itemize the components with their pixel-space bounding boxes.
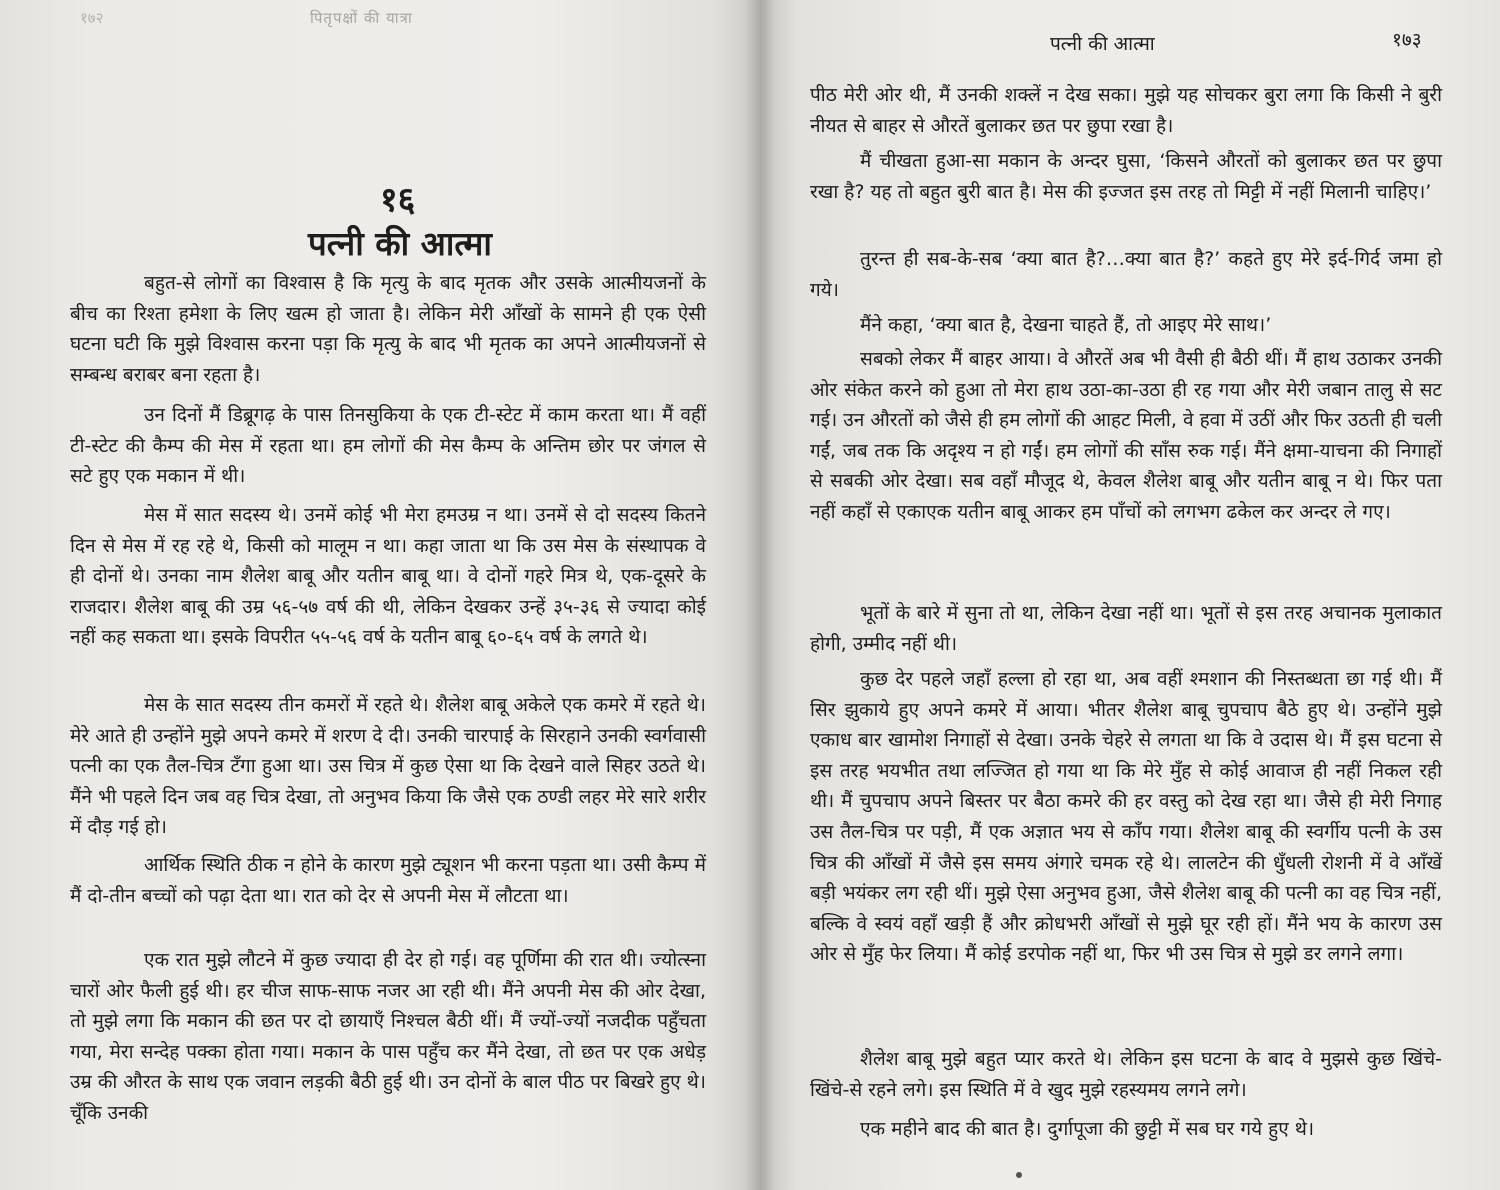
right-paragraph: तुरन्त ही सब-के-सब ‘क्या बात है?…क्या बात है?’ कहते हुए मेरे इर्द-गिर्द जमा हो गये।	[810, 248, 1442, 301]
right-page	[760, 0, 1500, 1190]
right-paragraph: मैं चीखता हुआ-सा मकान के अन्दर घुसा, ‘किसने औरतों को बुलाकर छत पर छुपा रखा है? यह तो बहुत बुरी बात है। मेस की इज्जत इस तरह तो मिट्टी में नहीं मिलानी चाहिए।’	[810, 150, 1442, 203]
page-footer-mark	[1016, 1172, 1022, 1178]
right-paragraph: मैंने कहा, ‘क्या बात है, देखना चाहते हैं, तो आइए मेरे साथ।’	[860, 314, 1272, 336]
left-paragraph: उन दिनों मैं डिब्रूगढ़ के पास तिनसुकिया के एक टी-स्टेट में काम करता था। मैं वहीं टी-स्टेट की कैम्प की मेस में रहता था। हम लोगों की मेस कैम्प के अन्तिम छोर पर जंगल से सटे हुए एक मकान में थी।	[70, 404, 706, 488]
left-paragraph: एक रात मुझे लौटने में कुछ ज्यादा ही देर हो गई। वह पूर्णिमा की रात थी। ज्योत्स्ना चारों ओर फैली हुई थी। हर चीज साफ-साफ नजर आ रही थी। मैंने अपनी मेस की ओर देखा, तो मुझे लगा कि मकान की छत पर दो छायाएँ निश्चल बैठी थीं। मैं ज्यों-ज्यों नजदीक पहुँचता गया, मेरा सन्देह पक्का होता गया। मकान के पास पहुँच कर मैंने देखा, तो छत पर एक अधेड़ उम्र की औरत के साथ एक जवान लड़की बैठी हुई थी। उन दोनों के बाल पीठ पर बिखरे हुए थे। चूँकि उनकी	[70, 949, 706, 1124]
left-paragraph: आर्थिक स्थिति ठीक न होने के कारण मुझे ट्यूशन भी करना पड़ता था। उसी कैम्प में मैं दो-तीन बच्चों को पढ़ा देता था। रात को देर से अपनी मेस में लौटता था।	[70, 854, 706, 907]
left-running-head: पितृपक्षों की यात्रा	[310, 9, 413, 27]
right-paragraph: एक महीने बाद की बात है। दुर्गापूजा की छुट्टी में सब घर गये हुए थे।	[860, 1118, 1315, 1140]
right-paragraph: कुछ देर पहले जहाँ हल्ला हो रहा था, अब वहीं श्मशान की निस्तब्धता छा गई थी। मैं सिर झुकाये हुए अपने कमरे में आया। भीतर शैलेश बाबू चुपचाप बैठे हुए थे। उन्होंने मुझे एकाध बार खामोश निगाहों से देखा। उनके चेहरे से लगता था कि वे उदास थे। मैं इस घटना से इस तरह भयभीत तथा लज्जित हो गया था कि मेरे मुँह से कोई आवाज ही नहीं निकल रही थी। मैं चुपचाप अपने बिस्तर पर बैठा कमरे की हर वस्तु को देख रहा था। जैसे ही मेरी निगाह उस तैल-चित्र पर पड़ी, मैं एक अज्ञात भय से काँप गया। शैलेश बाबू की स्वर्गीय पत्नी के उस चित्र की आँखों में जैसे इस समय अंगारे चमक रहे थे। लालटेन की धुँधली रोशनी में वे आँखें बड़ी भयंकर लग रही थीं। मुझे ऐसा अनुभव हुआ, जैसे शैलेश बाबू की पत्नी का वह चित्र नहीं, बल्कि वे स्वयं वहाँ खड़ी हैं और क्रोधभरी आँखों से मुझे घूर रही हों। मैंने भय के कारण उस ओर से मुँह फेर लिया। मैं कोई डरपोक नहीं था, फिर भी उस चित्र से मुझे डर लगने लगा।	[810, 668, 1442, 966]
right-paragraph: भूतों के बारे में सुना तो था, लेकिन देखा नहीं था। भूतों से इस तरह अचानक मुलाकात होगी, उम्मीद नहीं थी।	[810, 602, 1442, 655]
right-page-number: १७३	[1392, 29, 1422, 51]
left-paragraph: मेस के सात सदस्य तीन कमरों में रहते थे। शैलेश बाबू अकेले एक कमरे में रहते थे। मेरे आते ही उन्होंने मुझे अपने कमरे में शरण दे दी। उनकी चारपाई के सिरहाने उनकी स्वर्गवासी पत्नी का एक तैल-चित्र टँगा हुआ था। उस चित्र में कुछ ऐसा था कि देखने वाले सिहर उठते थे। मैंने भी पहले दिन जब वह चित्र देखा, तो अनुभव किया कि जैसे एक ठण्डी लहर मेरे सारे शरीर में दौड़ गई हो।	[70, 694, 706, 839]
right-paragraph: शैलेश बाबू मुझे बहुत प्यार करते थे। लेकिन इस घटना के बाद वे मुझसे कुछ खिंचे-खिंचे-से रहने लगे। इस स्थिति में वे खुद मुझे रहस्यमय लगने लगे।	[810, 1048, 1442, 1101]
right-paragraph: सबको लेकर मैं बाहर आया। वे औरतें अब भी वैसी ही बैठी थीं। मैं हाथ उठाकर उनकी ओर संकेत करने को हुआ तो मेरा हाथ उठा-का-उठा ही रह गया और मेरी जबान तालु से सट गई। उन औरतों को जैसे ही हम लोगों की आहट मिली, वे हवा में उठीं और फिर उठती ही चली गईं, जब तक कि अदृश्य न हो गईं। हम लोगों की साँस रुक गई। मैंने क्षमा-याचना की निगाहों से सबकी ओर देखा। सब वहाँ मौजूद थे, केवल शैलेश बाबू और यतीन बाबू न थे। फिर पता नहीं कहाँ से एकाएक यतीन बाबू आकर हम पाँचों को लगभग ढकेल कर अन्दर ले गए।	[810, 348, 1442, 523]
left-page-number: १७२	[80, 9, 104, 27]
left-paragraph: मेस में सात सदस्य थे। उनमें कोई भी मेरा हमउम्र न था। उनमें से दो सदस्य कितने दिन से मेस में रह रहे थे, किसी को मालूम न था। कहा जाता था कि उस मेस के संस्थापक वे ही दोनों थे। उनका नाम शैलेश बाबू और यतीन बाबू था। वे दोनों गहरे मित्र थे, एक-दूसरे के राजदार। शैलेश बाबू की उम्र ५६-५७ वर्ष की थी, लेकिन देखकर उन्हें ३५-३६ से ज्यादा कोई नहीं कह सकता था। इसके विपरीत ५५-५६ वर्ष के यतीन बाबू ६०-६५ वर्ष के लगते थे।	[70, 504, 706, 649]
chapter-title: पत्नी की आत्मा	[308, 224, 492, 263]
chapter-number: १६	[380, 180, 416, 220]
left-paragraph: बहुत-से लोगों का विश्वास है कि मृत्यु के बाद मृतक और उसके आत्मीयजनों के बीच का रिश्ता हमेशा के लिए खत्म हो जाता है। लेकिन मेरी आँखों के सामने ही एक ऐसी घटना घटी कि मुझे विश्वास करना पड़ा कि मृत्यु के बाद भी मृतक का अपने आत्मीयजनों से सम्बन्ध बराबर बना रहता है।	[70, 272, 706, 386]
right-running-head: पत्नी की आत्मा	[1050, 33, 1155, 55]
right-paragraph: पीठ मेरी ओर थी, मैं उनकी शक्लें न देख सका। मुझे यह सोचकर बुरा लगा कि किसी ने बुरी नीयत से बाहर से औरतें बुलाकर छत पर छुपा रखा है।	[810, 84, 1442, 137]
